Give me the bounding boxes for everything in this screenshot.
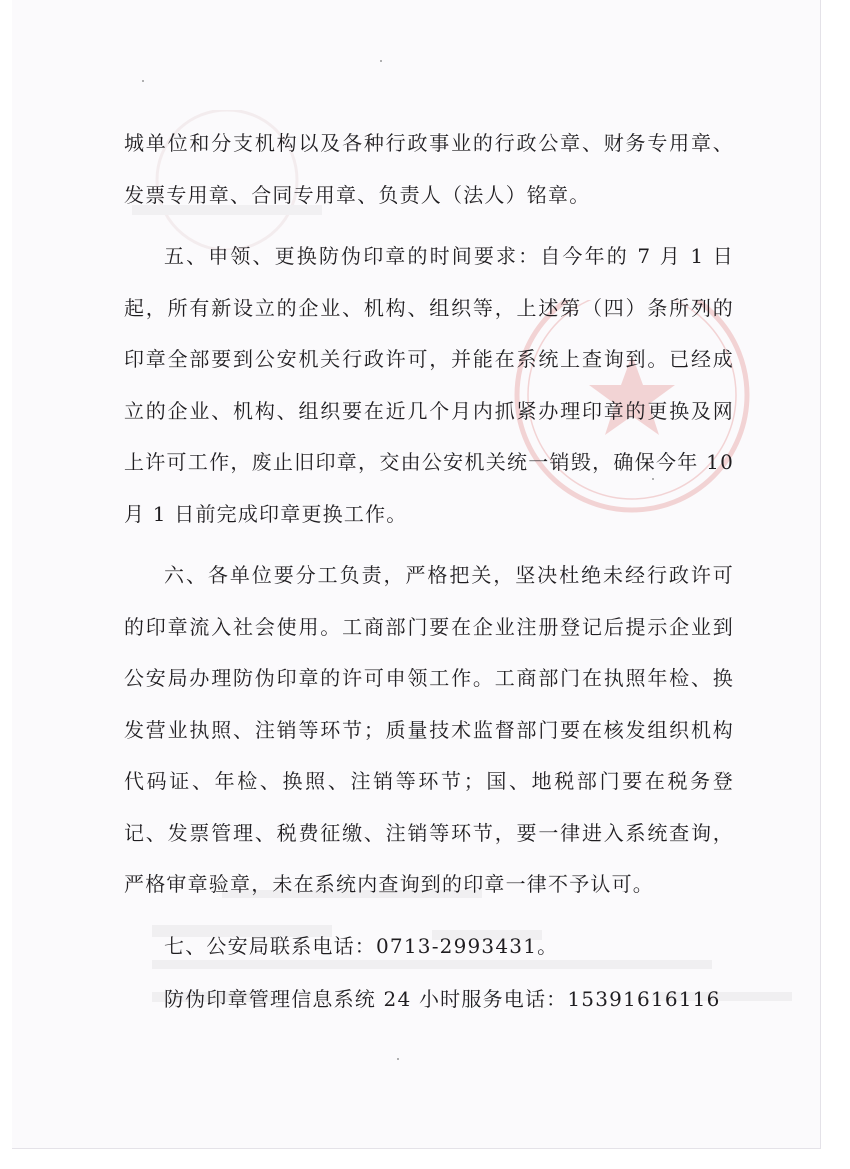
paragraph-hotline: 防伪印章管理信息系统 24 小时服务电话：15391616116: [164, 987, 721, 1011]
document-body: [124, 118, 734, 1036]
paragraph-section-7: 七、公安局联系电话：0713-2993431。: [164, 933, 559, 958]
speck: [652, 478, 654, 480]
document-page: [12, 0, 821, 1149]
paragraph-section-6: 六、各单位要分工负责，严格把关，坚决杜绝未经行政许可的印章流入社会使用。工商部门要在企业注册登记后提示企业到公安局办理防伪印章的许可申领工作。工商部门在执照年检、换发营业执照、注销等环节；质量技术监督部门要在核发组织机构代码证、年检、换照、注销等环节；国、地税部门要在税务登记、发票管理、税费征缴、注销等环节，要一律进入系统查询，严格审章验章，未在系统内查询到的印章一律不予认可。: [124, 563, 734, 896]
speck: [397, 1058, 399, 1060]
speck: [380, 60, 382, 62]
paragraph-section-5: 五、申领、更换防伪印章的时间要求：自今年的 7 月 1 日起，所有新设立的企业、机构、组织等，上述第（四）条所列的印章全部要到公安机关行政许可，并能在系统上查询到。已经成立的企业、机构、组织要在近几个月内抓紧办理印章的更换及网上许可工作，废止旧印章，交由公安机关统一销毁，确保今年 10 月 1 日前完成印章更换工作。: [124, 244, 734, 526]
speck: [142, 80, 144, 82]
paragraph-continuation: 城单位和分支机构以及各种行政事业的行政公章、财务专用章、发票专用章、合同专用章、负责人（法人）铭章。: [124, 131, 734, 207]
